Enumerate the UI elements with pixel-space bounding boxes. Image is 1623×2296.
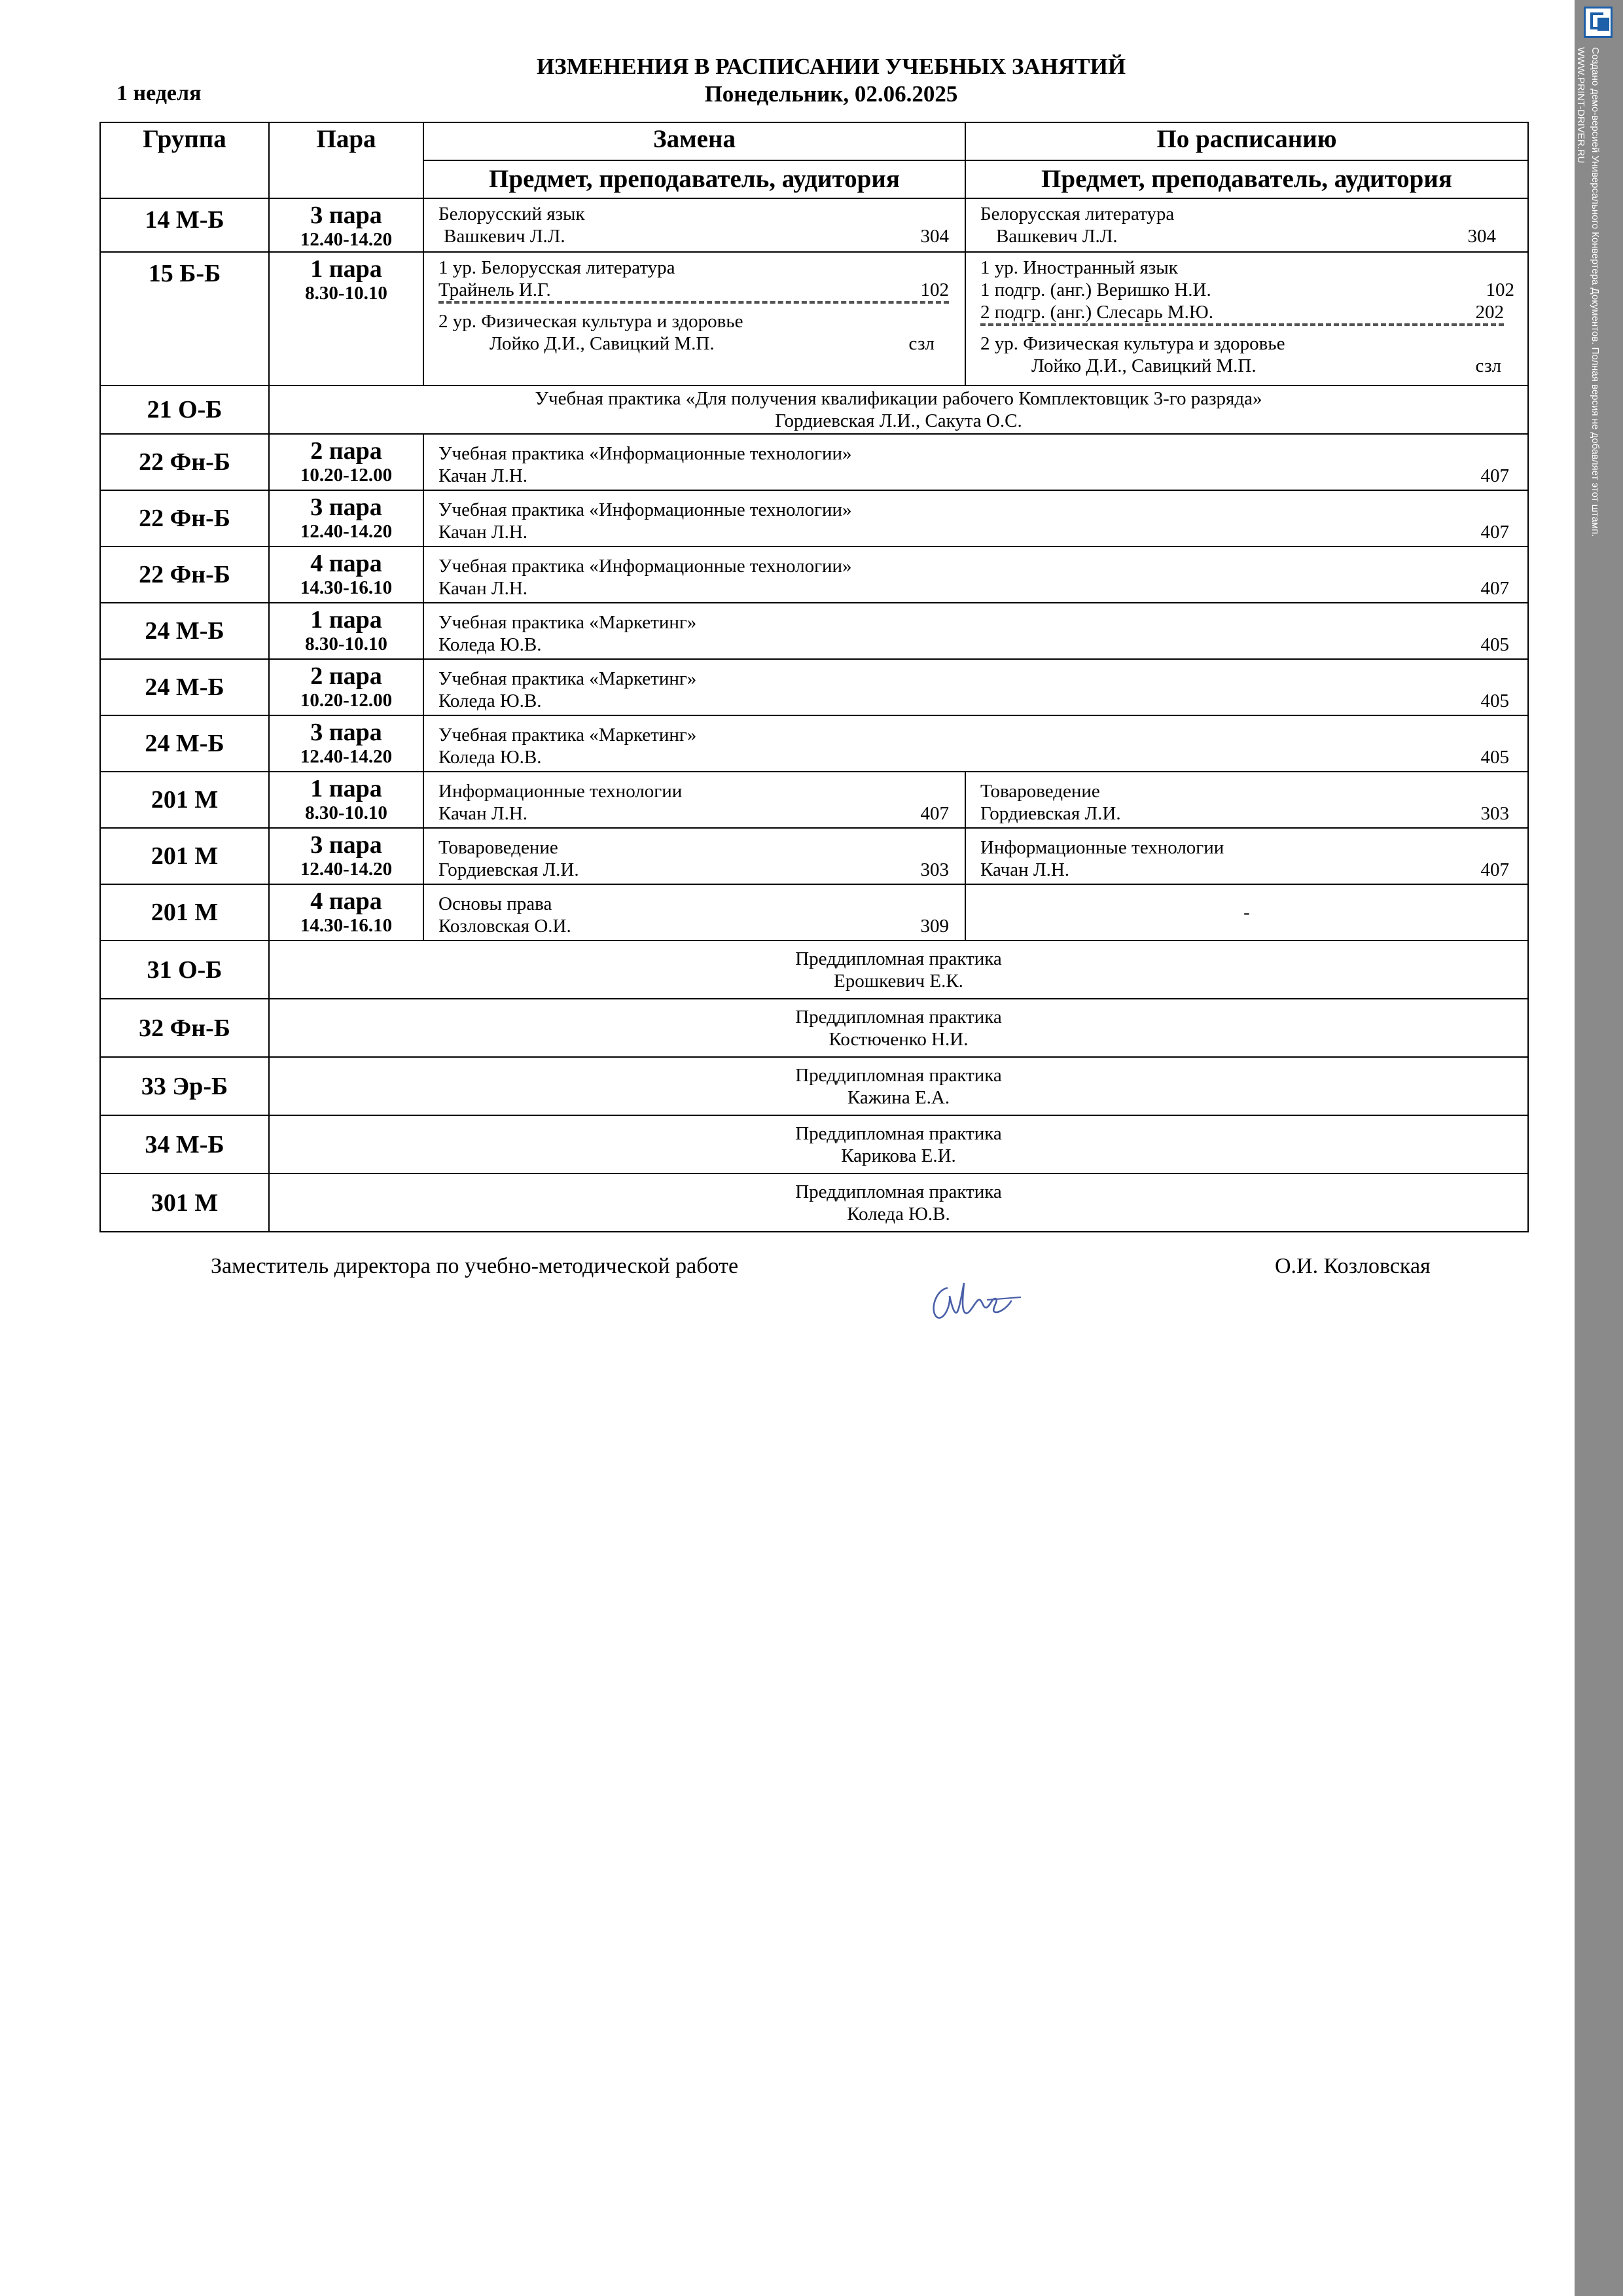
header-para: Пара xyxy=(269,122,423,198)
subject-line: Информационные технологии xyxy=(980,837,1224,858)
watermark-text xyxy=(1573,47,1602,537)
lesson-line: 2 ур. Физическая культура и здоровье xyxy=(980,333,1285,354)
replacement-cell xyxy=(423,547,1528,603)
teacher-line xyxy=(980,802,1509,825)
table-row xyxy=(100,941,1528,999)
subject-line: Товароведение xyxy=(980,781,1100,802)
date-line: Понедельник, 02.06.2025 xyxy=(704,81,958,107)
teacher-line xyxy=(980,225,1496,247)
merged-cell xyxy=(269,999,1528,1057)
room-number: 407 xyxy=(1480,859,1509,880)
teacher-line xyxy=(980,279,1514,301)
teacher-line xyxy=(438,915,949,937)
teacher-name: Гордиевская Л.И. xyxy=(980,803,1121,824)
merged-cell xyxy=(269,386,1528,434)
para-number: 3 пара xyxy=(310,831,382,859)
subject-line: Учебная практика «Маркетинг» xyxy=(438,612,697,633)
table-row xyxy=(100,772,1528,828)
group-cell: 14 М-Б xyxy=(100,198,269,252)
teacher-line xyxy=(438,465,1509,487)
teacher-name: Коледа Ю.В. xyxy=(438,691,542,711)
group-cell: 21 О-Б xyxy=(100,386,269,434)
table-row xyxy=(100,999,1528,1057)
practice-title: Преддипломная практика xyxy=(795,1006,1002,1028)
table-row xyxy=(100,198,1528,252)
teacher-name: Трайнель И.Г. xyxy=(438,279,551,300)
room-number: 405 xyxy=(1480,691,1509,711)
group-cell: 24 М-Б xyxy=(100,715,269,772)
group-cell: 22 Фн-Б xyxy=(100,434,269,490)
room-number: 303 xyxy=(920,859,949,880)
subheader-schedule: Предмет, преподаватель, аудитория xyxy=(965,160,1528,198)
merged-cell xyxy=(269,1115,1528,1174)
practice-teacher: Кажина Е.А. xyxy=(847,1086,950,1108)
room-number: 304 xyxy=(1467,226,1496,247)
para-cell xyxy=(269,772,423,828)
room-number: 102 xyxy=(1486,279,1514,300)
teacher-line xyxy=(438,521,1509,543)
practice-title: Преддипломная практика xyxy=(795,1181,1002,1202)
schedule-cell xyxy=(965,828,1528,884)
replacement-cell xyxy=(423,603,1528,659)
para-number: 3 пара xyxy=(310,719,382,746)
teacher-line xyxy=(438,225,949,247)
teacher-name: 2 подгр. (анг.) Слесарь М.Ю. xyxy=(980,302,1213,323)
practice-teacher: Ерошкевич Е.К. xyxy=(834,970,963,992)
table-row xyxy=(100,1174,1528,1232)
header-row xyxy=(100,122,1528,160)
handwritten-signature-icon xyxy=(926,1274,1024,1326)
room-number: 407 xyxy=(1480,522,1509,543)
room-number: сзл xyxy=(908,333,935,354)
merged-cell xyxy=(269,1174,1528,1232)
room-number: сзл xyxy=(1475,355,1501,376)
subject-line: Белорусский язык xyxy=(438,204,585,224)
replacement-cell xyxy=(423,490,1528,547)
merged-cell xyxy=(269,1057,1528,1115)
group-cell: 22 Фн-Б xyxy=(100,490,269,547)
table-row xyxy=(100,884,1528,941)
subject-line: Учебная практика «Информационные технологии» xyxy=(438,556,852,577)
subject-line: Товароведение xyxy=(438,837,558,858)
subject-line: Учебная практика «Информационные технологии» xyxy=(438,499,852,520)
teacher-line xyxy=(438,332,949,355)
table-row xyxy=(100,547,1528,603)
schedule-cell xyxy=(965,252,1528,386)
practice-title: Преддипломная практика xyxy=(795,1064,1002,1086)
practice-teacher: Коледа Ю.В. xyxy=(847,1203,950,1225)
practice-title: Преддипломная практика xyxy=(795,948,1002,969)
teacher-name: Лойко Д.И., Савицкий М.П. xyxy=(490,333,715,354)
group-cell: 32 Фн-Б xyxy=(100,999,269,1057)
watermark-line-1: Создано демо-версией Универсального Конвертера Документов. Полная версия не добавляет этот штамп. xyxy=(1590,47,1601,537)
para-cell xyxy=(269,434,423,490)
teacher-name: Качан Л.Н. xyxy=(438,803,528,824)
schedule-cell xyxy=(965,198,1528,252)
teacher-line xyxy=(438,690,1509,712)
teacher-line xyxy=(438,577,1509,600)
room-number: 405 xyxy=(1480,634,1509,655)
teacher-name: Качан Л.Н. xyxy=(438,522,528,543)
subheader-replacement: Предмет, преподаватель, аудитория xyxy=(423,160,965,198)
para-number: 1 пара xyxy=(310,255,382,283)
room-number: 407 xyxy=(1480,465,1509,486)
teacher-line xyxy=(438,802,949,825)
replacement-cell xyxy=(423,715,1528,772)
teacher-name: Коледа Ю.В. xyxy=(438,747,542,768)
teacher-line xyxy=(980,355,1501,377)
para-time: 12.40-14.20 xyxy=(300,859,393,880)
teacher-name: Лойко Д.И., Савицкий М.П. xyxy=(1031,355,1257,376)
para-cell xyxy=(269,198,423,252)
replacement-cell xyxy=(423,828,965,884)
table-row xyxy=(100,252,1528,386)
group-cell: 33 Эр-Б xyxy=(100,1057,269,1115)
room-number: 309 xyxy=(920,916,949,937)
para-cell xyxy=(269,603,423,659)
signatory-name: О.И. Козловская xyxy=(1275,1254,1431,1278)
header-schedule: По расписанию xyxy=(965,122,1528,160)
teacher-name: Козловская О.И. xyxy=(438,916,571,937)
teacher-line xyxy=(980,301,1504,326)
replacement-cell xyxy=(423,884,965,941)
replacement-cell xyxy=(423,252,965,386)
room-number: 202 xyxy=(1475,302,1504,323)
group-cell: 34 М-Б xyxy=(100,1115,269,1174)
replacement-cell xyxy=(423,198,965,252)
schedule-table xyxy=(99,122,1529,1232)
group-cell: 22 Фн-Б xyxy=(100,547,269,603)
teacher-line xyxy=(980,859,1509,881)
group-cell: 301 М xyxy=(100,1174,269,1232)
para-time: 14.30-16.10 xyxy=(300,577,393,598)
practice-teacher: Костюченко Н.И. xyxy=(829,1028,969,1050)
practice-title: Преддипломная практика xyxy=(795,1122,1002,1144)
teacher-name: Коледа Ю.В. xyxy=(438,634,542,655)
group-cell: 201 М xyxy=(100,772,269,828)
teacher-line xyxy=(438,634,1509,656)
group-cell: 31 О-Б xyxy=(100,941,269,999)
signatory-position: Заместитель директора по учебно-методической работе xyxy=(211,1254,739,1278)
replacement-cell xyxy=(423,434,1528,490)
merged-cell xyxy=(269,941,1528,999)
table-row xyxy=(100,1115,1528,1174)
subject-line: Учебная практика «Информационные технологии» xyxy=(438,443,852,464)
subject-line: Учебная практика «Маркетинг» xyxy=(438,725,697,745)
teacher-name: Качан Л.Н. xyxy=(438,465,528,486)
para-cell xyxy=(269,490,423,547)
table-row xyxy=(100,386,1528,434)
document-title: ИЗМЕНЕНИЯ В РАСПИСАНИИ УЧЕБНЫХ ЗАНЯТИЙ xyxy=(536,54,1126,79)
para-cell xyxy=(269,828,423,884)
para-time: 12.40-14.20 xyxy=(300,521,393,542)
table-row xyxy=(100,603,1528,659)
practice-teachers: Гордиевская Л.И., Сакута О.С. xyxy=(775,410,1022,431)
room-number: 405 xyxy=(1480,747,1509,768)
para-cell xyxy=(269,252,423,386)
room-number: 304 xyxy=(920,226,949,247)
table-row xyxy=(100,659,1528,715)
converter-logo-icon xyxy=(1584,7,1613,38)
lesson-line: 2 ур. Физическая культура и здоровье xyxy=(438,311,743,332)
para-time: 8.30-10.10 xyxy=(305,634,387,655)
group-cell: 24 М-Б xyxy=(100,603,269,659)
practice-title: Учебная практика «Для получения квалификации рабочего Комплектовщик 3-го разряда» xyxy=(535,388,1262,409)
teacher-line xyxy=(438,279,949,304)
subject-line: Учебная практика «Маркетинг» xyxy=(438,668,697,689)
lesson-line: 1 ур. Иностранный язык xyxy=(980,257,1178,278)
replacement-cell xyxy=(423,659,1528,715)
group-cell: 201 М xyxy=(100,828,269,884)
week-label: 1 неделя xyxy=(116,81,202,105)
para-cell xyxy=(269,659,423,715)
teacher-line xyxy=(438,746,1509,768)
teacher-name: Качан Л.Н. xyxy=(438,578,528,599)
watermark-line-2: WWW.PRINT-DRIVER.RU xyxy=(1575,47,1586,164)
para-number: 4 пара xyxy=(310,550,382,577)
para-number: 1 пара xyxy=(310,775,382,802)
table-row xyxy=(100,715,1528,772)
group-cell: 15 Б-Б xyxy=(100,252,269,386)
table-row xyxy=(100,434,1528,490)
room-number: 407 xyxy=(1480,578,1509,599)
lesson-line: 1 ур. Белорусская литература xyxy=(438,257,675,278)
practice-teacher: Карикова Е.И. xyxy=(841,1145,956,1166)
para-time: 8.30-10.10 xyxy=(305,283,387,304)
para-cell xyxy=(269,884,423,941)
teacher-name: Вашкевич Л.Л. xyxy=(444,226,565,247)
para-time: 12.40-14.20 xyxy=(300,746,393,767)
room-number: 303 xyxy=(1480,803,1509,824)
para-time: 10.20-12.00 xyxy=(300,690,393,711)
teacher-name: 1 подгр. (анг.) Веришко Н.И. xyxy=(980,279,1211,300)
subject-line: Информационные технологии xyxy=(438,781,683,802)
para-number: 3 пара xyxy=(310,202,382,229)
group-cell: 24 М-Б xyxy=(100,659,269,715)
para-number: 1 пара xyxy=(310,606,382,634)
teacher-line xyxy=(438,859,949,881)
group-cell: 201 М xyxy=(100,884,269,941)
para-number: 4 пара xyxy=(310,888,382,915)
subject-line: Белорусская литература xyxy=(980,204,1175,224)
schedule-cell xyxy=(965,772,1528,828)
para-cell xyxy=(269,715,423,772)
replacement-cell xyxy=(423,772,965,828)
schedule-empty-cell: - xyxy=(965,884,1528,941)
para-time: 8.30-10.10 xyxy=(305,802,387,823)
table-row xyxy=(100,490,1528,547)
para-number: 3 пара xyxy=(310,493,382,521)
para-cell xyxy=(269,547,423,603)
teacher-name: Вашкевич Л.Л. xyxy=(996,226,1118,247)
para-time: 14.30-16.10 xyxy=(300,915,393,936)
para-number: 2 пара xyxy=(310,437,382,465)
teacher-name: Гордиевская Л.И. xyxy=(438,859,579,880)
table-row xyxy=(100,828,1528,884)
para-number: 2 пара xyxy=(310,662,382,690)
table-row xyxy=(100,1057,1528,1115)
para-time: 12.40-14.20 xyxy=(300,229,393,250)
para-time: 10.20-12.00 xyxy=(300,465,393,486)
subject-line: Основы права xyxy=(438,893,552,914)
header-replacement: Замена xyxy=(423,122,965,160)
room-number: 102 xyxy=(920,279,949,300)
header-group: Группа xyxy=(100,122,269,198)
teacher-name: Качан Л.Н. xyxy=(980,859,1070,880)
room-number: 407 xyxy=(920,803,949,824)
